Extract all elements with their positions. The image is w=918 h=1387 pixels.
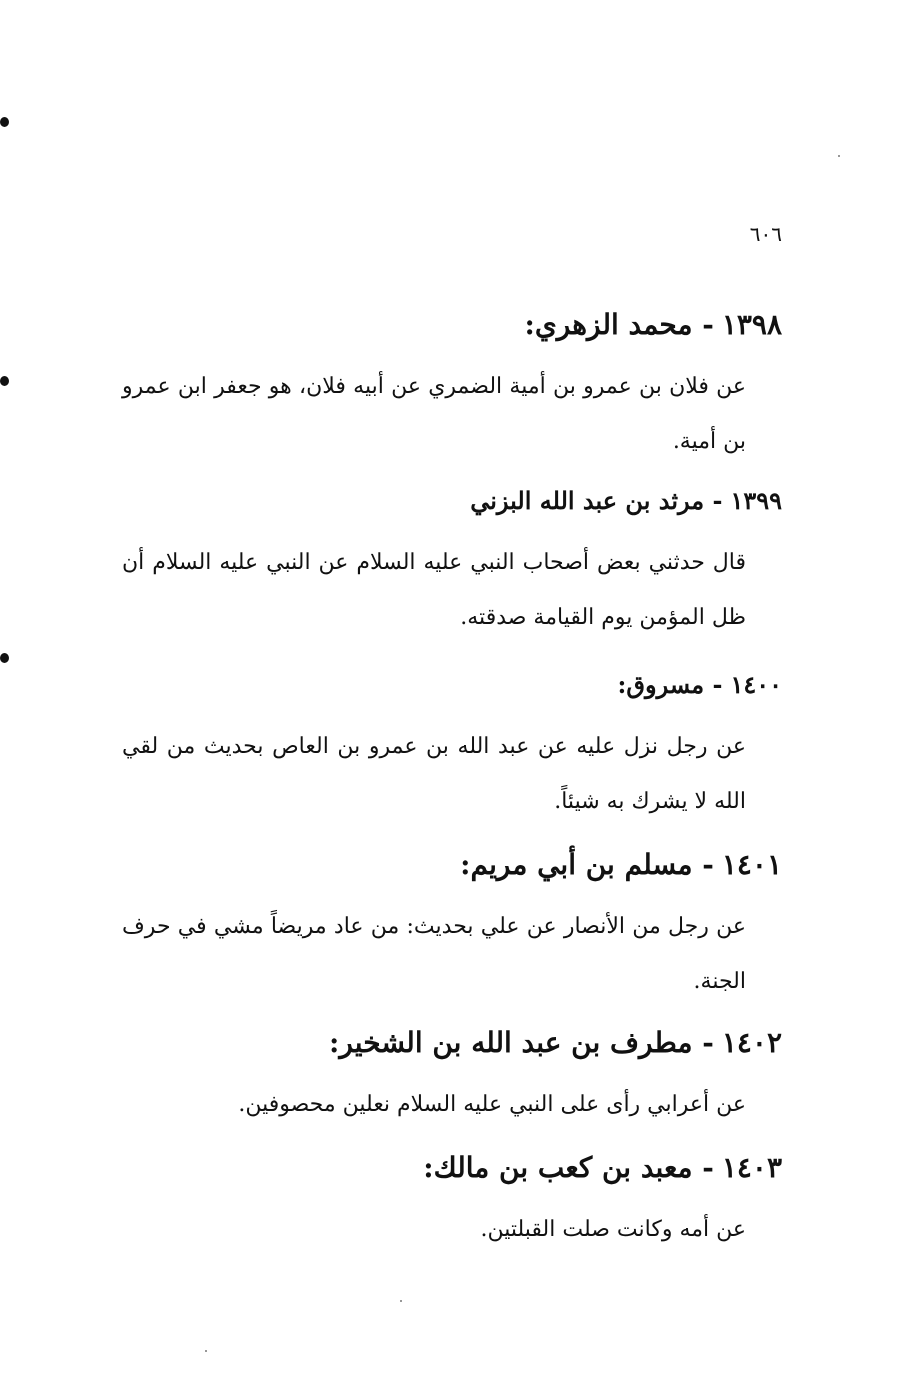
entry	[122, 845, 782, 1009]
entry-dash: -	[712, 486, 723, 515]
entry-dash: -	[702, 1026, 714, 1059]
entry-heading	[122, 845, 782, 885]
scan-mark	[0, 376, 9, 386]
entry-number: ١٤٠٠	[730, 670, 782, 699]
entry-text: عن أمه وكانت صلت القبلتين.	[480, 1217, 746, 1242]
scan-speck	[205, 1350, 207, 1352]
entry-dash: -	[702, 848, 714, 881]
entry-heading	[122, 481, 782, 521]
entry-number: ١٣٩٨	[721, 308, 782, 341]
entry-text: عن فلان بن عمرو بن أمية الضمري عن أبيه فلان، هو جعفر ابن عمرو بن أمية.	[122, 374, 746, 454]
scan-speck	[838, 155, 840, 157]
entry-name: مرثد بن عبد الله البزني	[470, 486, 705, 515]
page-number: ٦٠٦	[749, 222, 782, 246]
entry-text: عن أعرابي رأى على النبي عليه السلام نعلين محصوفين.	[238, 1092, 746, 1117]
entry-name: مسروق:	[617, 670, 705, 699]
entry	[122, 481, 782, 645]
entry-body	[122, 899, 782, 1009]
entry-name: مطرف بن عبد الله بن الشخير:	[329, 1026, 693, 1059]
entry-text: عن رجل نزل عليه عن عبد الله بن عمرو بن العاص بحديث من لقي الله لا يشرك به شيئاً.	[122, 734, 746, 814]
entry-body	[122, 719, 782, 829]
entry	[122, 1148, 782, 1257]
entry-number: ١٤٠١	[721, 848, 782, 881]
entry-body	[122, 535, 782, 645]
entry	[122, 665, 782, 829]
entry-body	[122, 359, 782, 469]
entry-body	[122, 1077, 782, 1132]
scan-mark	[0, 653, 9, 663]
entry-text: عن رجل من الأنصار عن علي بحديث: من عاد مريضاً مشي في حرف الجنة.	[122, 914, 746, 994]
entry-name: محمد الزهري:	[524, 308, 693, 341]
entry-number: ١٤٠٢	[721, 1026, 782, 1059]
scan-speck	[400, 1300, 402, 1302]
entry-dash: -	[702, 308, 714, 341]
entry-dash: -	[702, 1151, 714, 1184]
entry-name: معبد بن كعب بن مالك:	[423, 1151, 693, 1184]
entry-heading	[122, 305, 782, 345]
entry-text: قال حدثني بعض أصحاب النبي عليه السلام عن النبي عليه السلام أن ظل المؤمن يوم القيامة صدقته.	[122, 550, 746, 630]
entry-number: ١٤٠٣	[721, 1151, 782, 1184]
entry-heading	[122, 1023, 782, 1063]
entry-heading	[122, 665, 782, 705]
entry-dash: -	[712, 670, 723, 699]
entry	[122, 1023, 782, 1132]
entry-number: ١٣٩٩	[730, 486, 782, 515]
entry-body	[122, 1202, 782, 1257]
scan-mark	[0, 117, 9, 127]
entry-heading	[122, 1148, 782, 1188]
entry-name: مسلم بن أبي مريم:	[460, 848, 693, 881]
entry	[122, 305, 782, 469]
